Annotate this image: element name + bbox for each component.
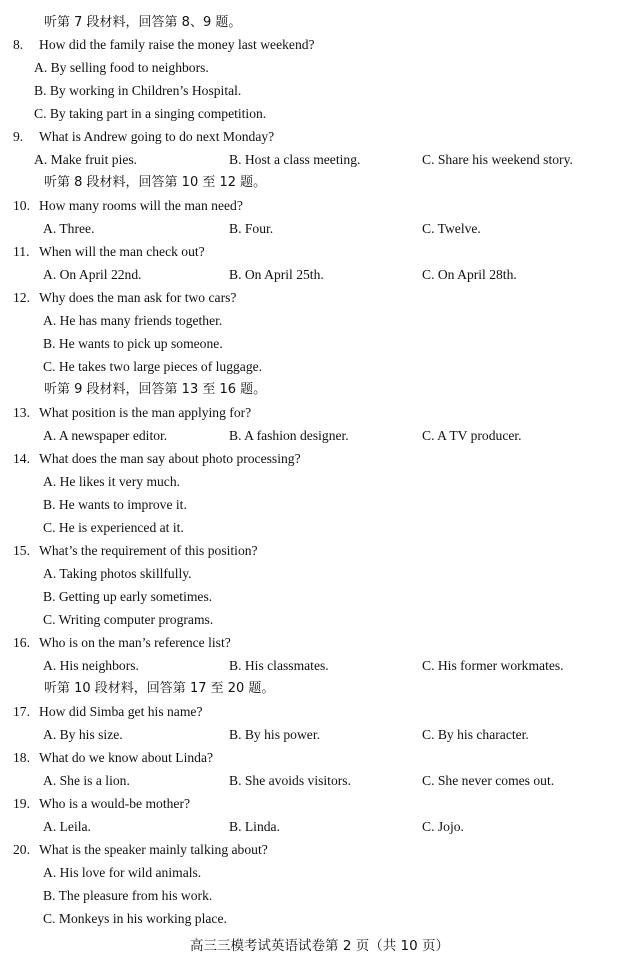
question-13 xyxy=(13,404,251,422)
question-16 xyxy=(13,634,231,652)
question-number: 10. xyxy=(13,198,30,213)
option-14c: C. He is experienced at it. xyxy=(43,520,184,535)
options-row-19 xyxy=(0,818,639,836)
option-16b: B. His classmates. xyxy=(229,658,329,673)
question-number: 9. xyxy=(13,129,24,144)
question-number: 16. xyxy=(13,635,30,650)
option-12c: C. He takes two large pieces of luggage. xyxy=(43,359,263,374)
option-20b: B. The pleasure from his work. xyxy=(43,888,213,903)
option-11a: A. On April 22nd. xyxy=(43,267,142,282)
question-text: How many rooms will the man need? xyxy=(39,198,243,213)
option-10b: B. Four. xyxy=(229,221,274,236)
options-row-17 xyxy=(0,726,639,744)
question-number: 20. xyxy=(13,842,30,857)
option-9b: B. Host a class meeting. xyxy=(229,152,361,167)
option-19c: C. Jojo. xyxy=(422,819,464,834)
question-text: How did Simba get his name? xyxy=(39,704,203,719)
options-row-13 xyxy=(0,427,639,445)
option-18b: B. She avoids visitors. xyxy=(229,773,351,788)
options-row-18 xyxy=(0,772,639,790)
question-20 xyxy=(13,841,268,859)
question-text: Who is a would-be mother? xyxy=(39,796,190,811)
question-number: 14. xyxy=(13,451,30,466)
option-15a: A. Taking photos skillfully. xyxy=(43,566,192,581)
option-19a: A. Leila. xyxy=(43,819,91,834)
option-16a: A. His neighbors. xyxy=(43,658,139,673)
section-header: 听第 10 段材料，回答第 17 至 20 题。 xyxy=(44,681,275,696)
option-10c: C. Twelve. xyxy=(422,221,481,236)
question-text: Why does the man ask for two cars? xyxy=(39,290,237,305)
page-footer: 高三三模考试英语试卷第 2 页（共 10 页） xyxy=(190,938,449,954)
option-18a: A. She is a lion. xyxy=(43,773,130,788)
question-text: How did the family raise the money last weekend? xyxy=(39,37,315,52)
question-text: Who is on the man’s reference list? xyxy=(39,635,231,650)
question-17 xyxy=(13,703,202,721)
section-header: 听第 7 段材料，回答第 8、9 题。 xyxy=(44,15,242,30)
option-8a: A. By selling food to neighbors. xyxy=(34,60,209,75)
question-19 xyxy=(13,795,190,813)
option-18c: C. She never comes out. xyxy=(422,773,555,788)
question-number: 18. xyxy=(13,750,30,765)
option-15b: B. Getting up early sometimes. xyxy=(43,589,213,604)
question-text: What’s the requirement of this position? xyxy=(39,543,258,558)
question-number: 11. xyxy=(13,244,30,259)
question-number: 8. xyxy=(13,37,24,52)
question-9 xyxy=(13,128,274,146)
question-text: What does the man say about photo processing? xyxy=(39,451,301,466)
option-11b: B. On April 25th. xyxy=(229,267,324,282)
option-11c: C. On April 28th. xyxy=(422,267,517,282)
options-row-9 xyxy=(0,151,639,169)
question-number: 12. xyxy=(13,290,30,305)
options-row-16 xyxy=(0,657,639,675)
option-8b: B. By working in Children’s Hospital. xyxy=(34,83,242,98)
option-14a: A. He likes it very much. xyxy=(43,474,181,489)
option-17b: B. By his power. xyxy=(229,727,321,742)
question-text: What position is the man applying for? xyxy=(39,405,252,420)
options-row-10 xyxy=(0,220,639,238)
question-number: 17. xyxy=(13,704,30,719)
option-19b: B. Linda. xyxy=(229,819,280,834)
section-header: 听第 8 段材料，回答第 10 至 12 题。 xyxy=(44,175,267,190)
question-text: What is the speaker mainly talking about? xyxy=(39,842,268,857)
option-8c: C. By taking part in a singing competition. xyxy=(34,106,267,121)
question-number: 19. xyxy=(13,796,30,811)
option-14b: B. He wants to improve it. xyxy=(43,497,187,512)
option-12a: A. He has many friends together. xyxy=(43,313,223,328)
option-20c: C. Monkeys in his working place. xyxy=(43,911,227,926)
question-text: What do we know about Linda? xyxy=(39,750,214,765)
question-11 xyxy=(13,243,205,261)
option-9a: A. Make fruit pies. xyxy=(34,152,138,167)
option-17c: C. By his character. xyxy=(422,727,529,742)
question-10 xyxy=(13,197,243,215)
question-number: 13. xyxy=(13,405,30,420)
option-15c: C. Writing computer programs. xyxy=(43,612,214,627)
option-13c: C. A TV producer. xyxy=(422,428,522,443)
option-13b: B. A fashion designer. xyxy=(229,428,349,443)
option-17a: A. By his size. xyxy=(43,727,123,742)
question-8 xyxy=(13,36,315,54)
question-14 xyxy=(13,450,301,468)
question-number: 15. xyxy=(13,543,30,558)
option-16c: C. His former workmates. xyxy=(422,658,564,673)
section-header: 听第 9 段材料，回答第 13 至 16 题。 xyxy=(44,382,267,397)
options-row-11 xyxy=(0,266,639,284)
question-18 xyxy=(13,749,213,767)
question-12 xyxy=(13,289,236,307)
option-10a: A. Three. xyxy=(43,221,95,236)
question-15 xyxy=(13,542,258,560)
question-text: When will the man check out? xyxy=(39,244,205,259)
option-9c: C. Share his weekend story. xyxy=(422,152,573,167)
question-text: What is Andrew going to do next Monday? xyxy=(39,129,275,144)
option-13a: A. A newspaper editor. xyxy=(43,428,168,443)
option-12b: B. He wants to pick up someone. xyxy=(43,336,223,351)
option-20a: A. His love for wild animals. xyxy=(43,865,202,880)
